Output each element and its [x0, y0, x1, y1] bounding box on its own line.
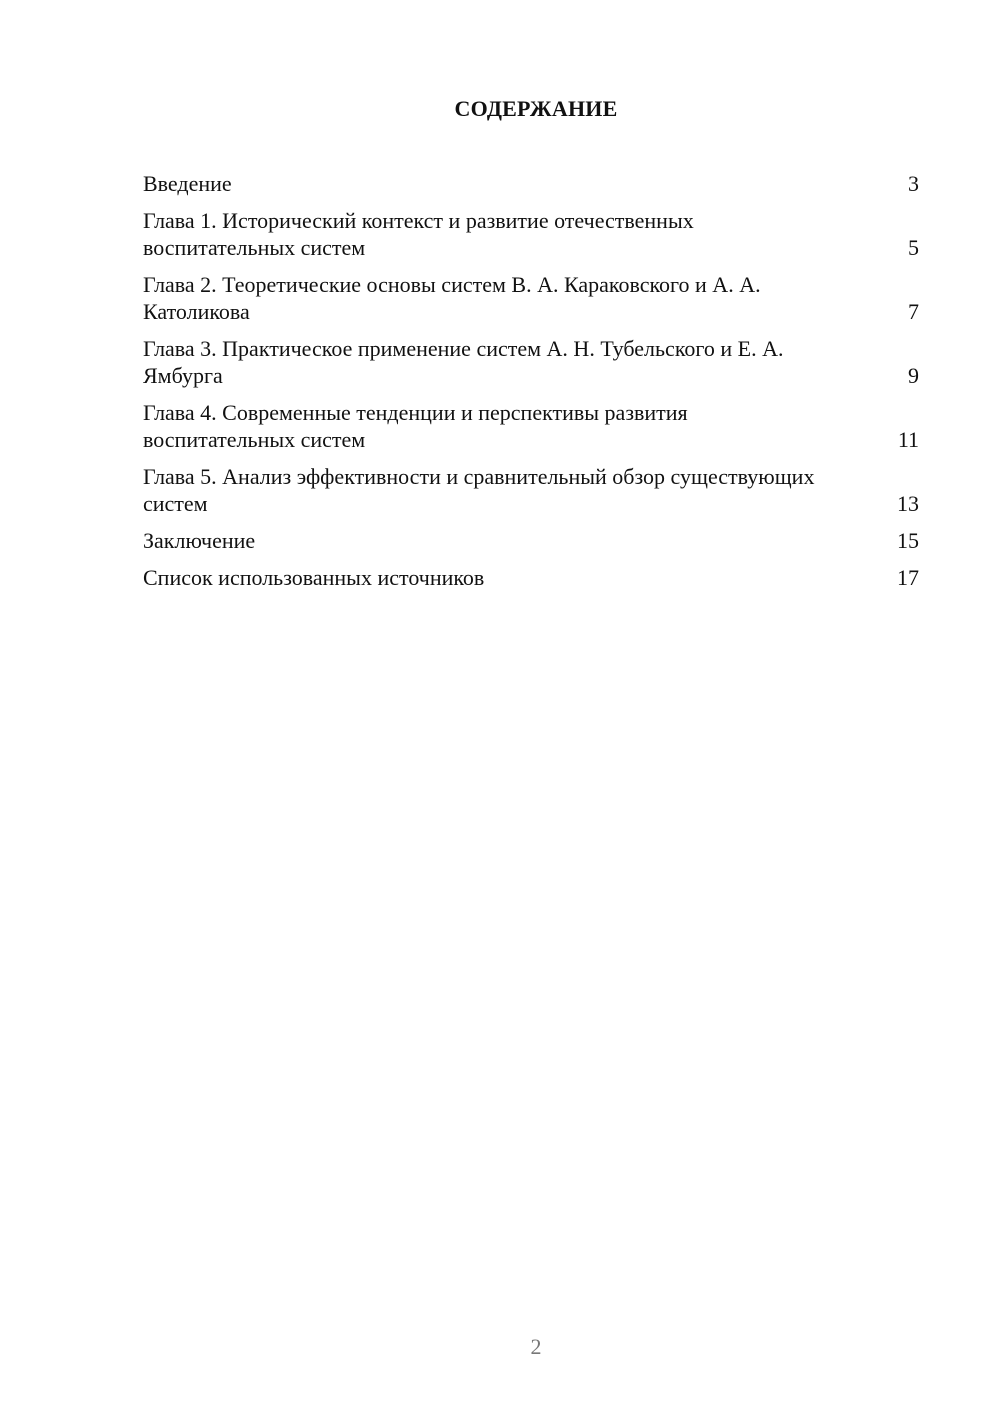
toc-entry-label: Заключение — [143, 528, 256, 553]
toc-entry-label: Глава 2. Теоретические основы систем В. А. Караковского и А. А. Католикова — [143, 272, 761, 324]
toc-entry-page: 3 — [908, 171, 919, 196]
toc-entry-page: 7 — [908, 299, 919, 324]
toc-entry-page: 11 — [897, 427, 919, 452]
toc-entry-page: 9 — [908, 363, 919, 388]
toc-entry-label: Глава 1. Исторический контекст и развитие отечественных воспитательных систем — [143, 208, 694, 260]
toc-entry-page: 15 — [897, 528, 919, 553]
toc-entry-chapter-2 — [143, 271, 919, 325]
page-title: СОДЕРЖАНИЕ — [454, 96, 618, 121]
toc-entry-label: Глава 4. Современные тенденции и перспективы развития воспитательных систем — [143, 400, 688, 452]
toc-entry-chapter-5 — [143, 463, 919, 517]
toc-entry-introduction — [143, 170, 919, 197]
toc-entry-chapter-3 — [143, 335, 919, 389]
toc-entry-label: Глава 3. Практическое применение систем А. Н. Тубельского и Е. А. Ямбурга — [143, 336, 784, 388]
toc-entry-chapter-4 — [143, 399, 919, 453]
toc-entry-page: 17 — [897, 565, 919, 590]
toc-entry-page: 5 — [908, 235, 919, 260]
toc-entry-chapter-1 — [143, 207, 919, 261]
page-number: 2 — [530, 1334, 542, 1359]
toc-entry-label: Глава 5. Анализ эффективности и сравнительный обзор существующих систем — [143, 464, 815, 516]
toc-entry-page: 13 — [897, 491, 919, 516]
toc-entry-references — [143, 564, 919, 591]
toc-entry-label: Список использованных источников — [143, 565, 485, 590]
toc-entry-label: Введение — [143, 171, 232, 196]
table-of-contents — [143, 170, 919, 601]
toc-entry-conclusion — [143, 527, 919, 554]
